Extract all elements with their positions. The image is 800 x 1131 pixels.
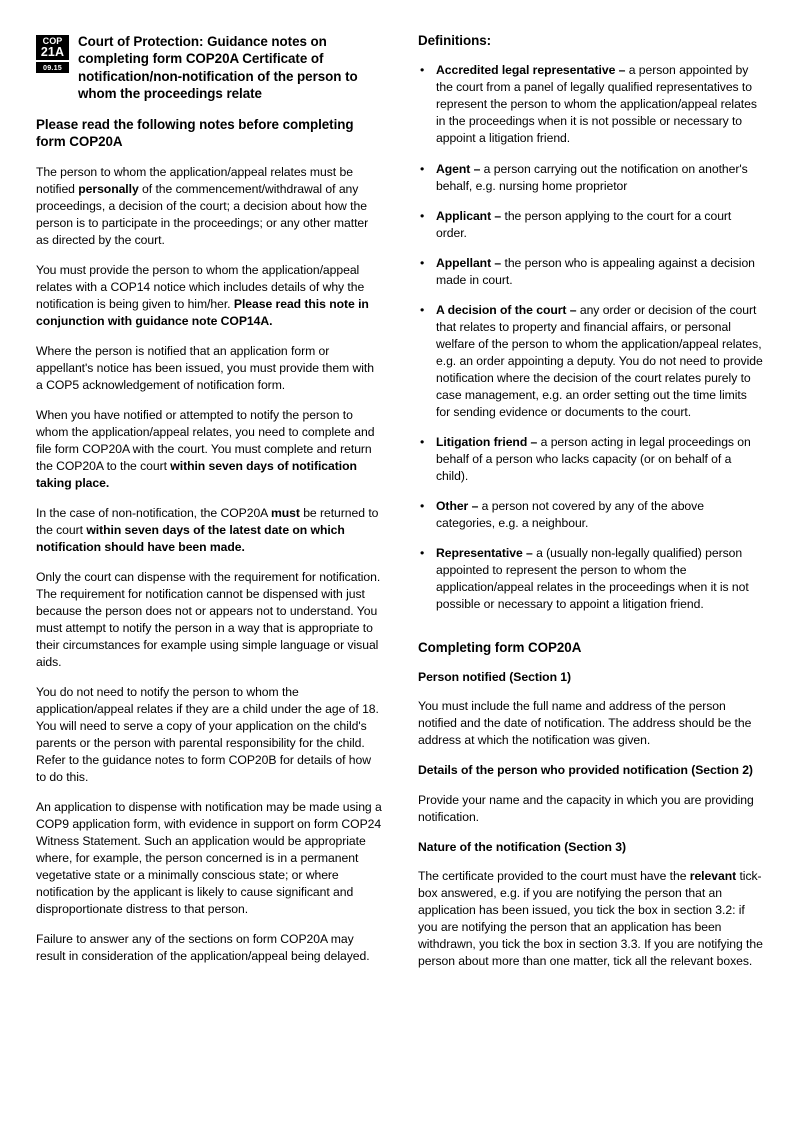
left-paragraph-1: The person to whom the application/appeal relates must be notified personally of the commencement/withdrawal of any proceedings, a decision of the court; a decision about how the person is to participate in the proceedings; or any other matter as directed by the court. — [36, 164, 369, 247]
left-column-heading: Please read the following notes before completing form COP20A — [36, 116, 354, 150]
section1-body: You must include the full name and address of the person notified and the date of notification. The address should be the address at which the notification was given. — [418, 699, 752, 748]
page-title: Court of Protection: Guidance notes on completing form COP20A Certificate of notification/non-notification of the person to whom the proceedings relate — [78, 34, 358, 102]
section-spacer — [418, 613, 764, 639]
section2-heading: Details of the person who provided notification (Section 2) — [418, 763, 753, 778]
badge-main — [36, 35, 69, 60]
definition-content: Representative – a (usually non-legally qualified) person appointed to represent the person to whom the application/appeal relates in the proceedings when it is not possible or necessary to appoint a litigation friend. — [436, 545, 749, 611]
left-column — [36, 32, 382, 965]
badge-date-label: 09.15 — [36, 62, 69, 73]
definition-content: Other – a person not covered by any of the above categories, e.g. a neighbour. — [436, 498, 704, 530]
definition-content: A decision of the court – any order or decision of the court that relates to property and financial affairs, or personal welfare of the person to whom the application/appeal relates, e.g. an order appointing a deputy. You do not need to provide notification where the decision of the court relates purely to case management, e.g. an order setting out the time limits for sending evidence or documents to the court. — [436, 302, 763, 419]
bullet-icon: • — [420, 498, 425, 513]
definition-item — [418, 434, 764, 485]
definition-content: Appellant – the person who is appealing against a decision made in court. — [436, 255, 755, 287]
definition-item — [418, 208, 764, 242]
bullet-icon: • — [420, 255, 425, 270]
bullet-icon: • — [420, 63, 425, 78]
definition-content: Applicant – the person applying to the court for a court order. — [436, 208, 732, 240]
right-column — [418, 32, 764, 970]
left-paragraph-4: When you have notified or attempted to notify the person to whom the application/appeal relates, you need to complete and file form COP20A with the court. You must complete and return the COP20A to the court within seven days of notification taking place. — [36, 407, 375, 490]
bullet-icon: • — [420, 302, 425, 317]
badge-number-label: 21A — [40, 45, 65, 60]
bullet-icon: • — [420, 161, 425, 176]
definition-item — [418, 545, 764, 613]
section3-body: The certificate provided to the court must have the relevant tick-box answered, e.g. if you are notifying the person that an application has been issued, you tick the box in section 3.2: if you are notifying the person that an application has been withdrawn, you tick the box in section 3.3. If you are notifying the person about more than one matter, tick all the relevant boxes. — [418, 868, 763, 968]
bullet-icon: • — [420, 434, 425, 449]
section3-heading: Nature of the notification (Section 3) — [418, 839, 627, 854]
definitions-heading: Definitions: — [418, 33, 492, 48]
form-code-badge — [36, 35, 69, 73]
definitions-list — [418, 62, 764, 612]
completing-form-heading: Completing form COP20A — [418, 639, 582, 655]
definition-item — [418, 161, 764, 195]
left-paragraph-7: You do not need to notify the person to whom the application/appeal relates if they are a child under the age of 18. You will need to serve a copy of your application on the child's parents or the person with parental responsibility for the child. Refer to the guidance notes to form COP20B for details of how to do this. — [36, 684, 379, 785]
left-paragraph-2: You must provide the person to whom the application/appeal relates with a COP14 notice which includes details of why the notification is being given to him/her. Please read this note in conjunction with guidance note COP14A. — [36, 262, 369, 328]
definition-item — [418, 255, 764, 289]
section2-body: Provide your name and the capacity in which you are providing notification. — [418, 792, 754, 824]
definition-content: Litigation friend – a person acting in legal proceedings on behalf of a person who lacks capacity (or on behalf of a child). — [436, 434, 751, 483]
left-paragraph-6: Only the court can dispense with the requirement for notification. The requirement for notification cannot be dispensed with just because the person does not or appears not to understand. You must attempt to notify the person in a way that is appropriate to their circumstances for example using simple language or visual aids. — [36, 569, 381, 669]
document-masthead — [36, 32, 382, 103]
definition-item — [418, 498, 764, 532]
left-paragraph-8: An application to dispense with notification may be made using a COP9 application form, with evidence in support on form COP24 Witness Statement. Such an application would be appropriate where, for example, the person concerned is in a permanent vegetative state or a minimally conscious state; or where notification by the applicant is likely to cause significant and disproportionate distress to that person. — [36, 800, 382, 917]
bullet-icon: • — [420, 208, 425, 223]
section1-heading: Person notified (Section 1) — [418, 670, 572, 685]
definition-item — [418, 62, 764, 147]
two-column-layout — [36, 32, 772, 970]
definition-item — [418, 302, 764, 421]
left-paragraph-3: Where the person is notified that an application form or appellant's notice has been issued, you must provide them with a COP5 acknowledgement of notification form. — [36, 343, 374, 392]
bullet-icon: • — [420, 545, 425, 560]
definition-content: Agent – a person carrying out the notification on another's behalf, e.g. nursing home proprietor — [436, 161, 748, 193]
left-paragraph-5: In the case of non-notification, the COP20A must be returned to the court within seven days of the latest date on which notification should have been made. — [36, 505, 379, 554]
definition-content: Accredited legal representative – a person appointed by the court from a panel of legally qualified representatives to represent the person to whom the application/appeal relates in the proceedings when it is not possible or necessary to appoint a litigation friend. — [436, 63, 757, 146]
left-paragraph-9: Failure to answer any of the sections on form COP20A may result in consideration of the application/appeal being delayed. — [36, 932, 370, 964]
badge-code-label: COP — [42, 36, 63, 46]
